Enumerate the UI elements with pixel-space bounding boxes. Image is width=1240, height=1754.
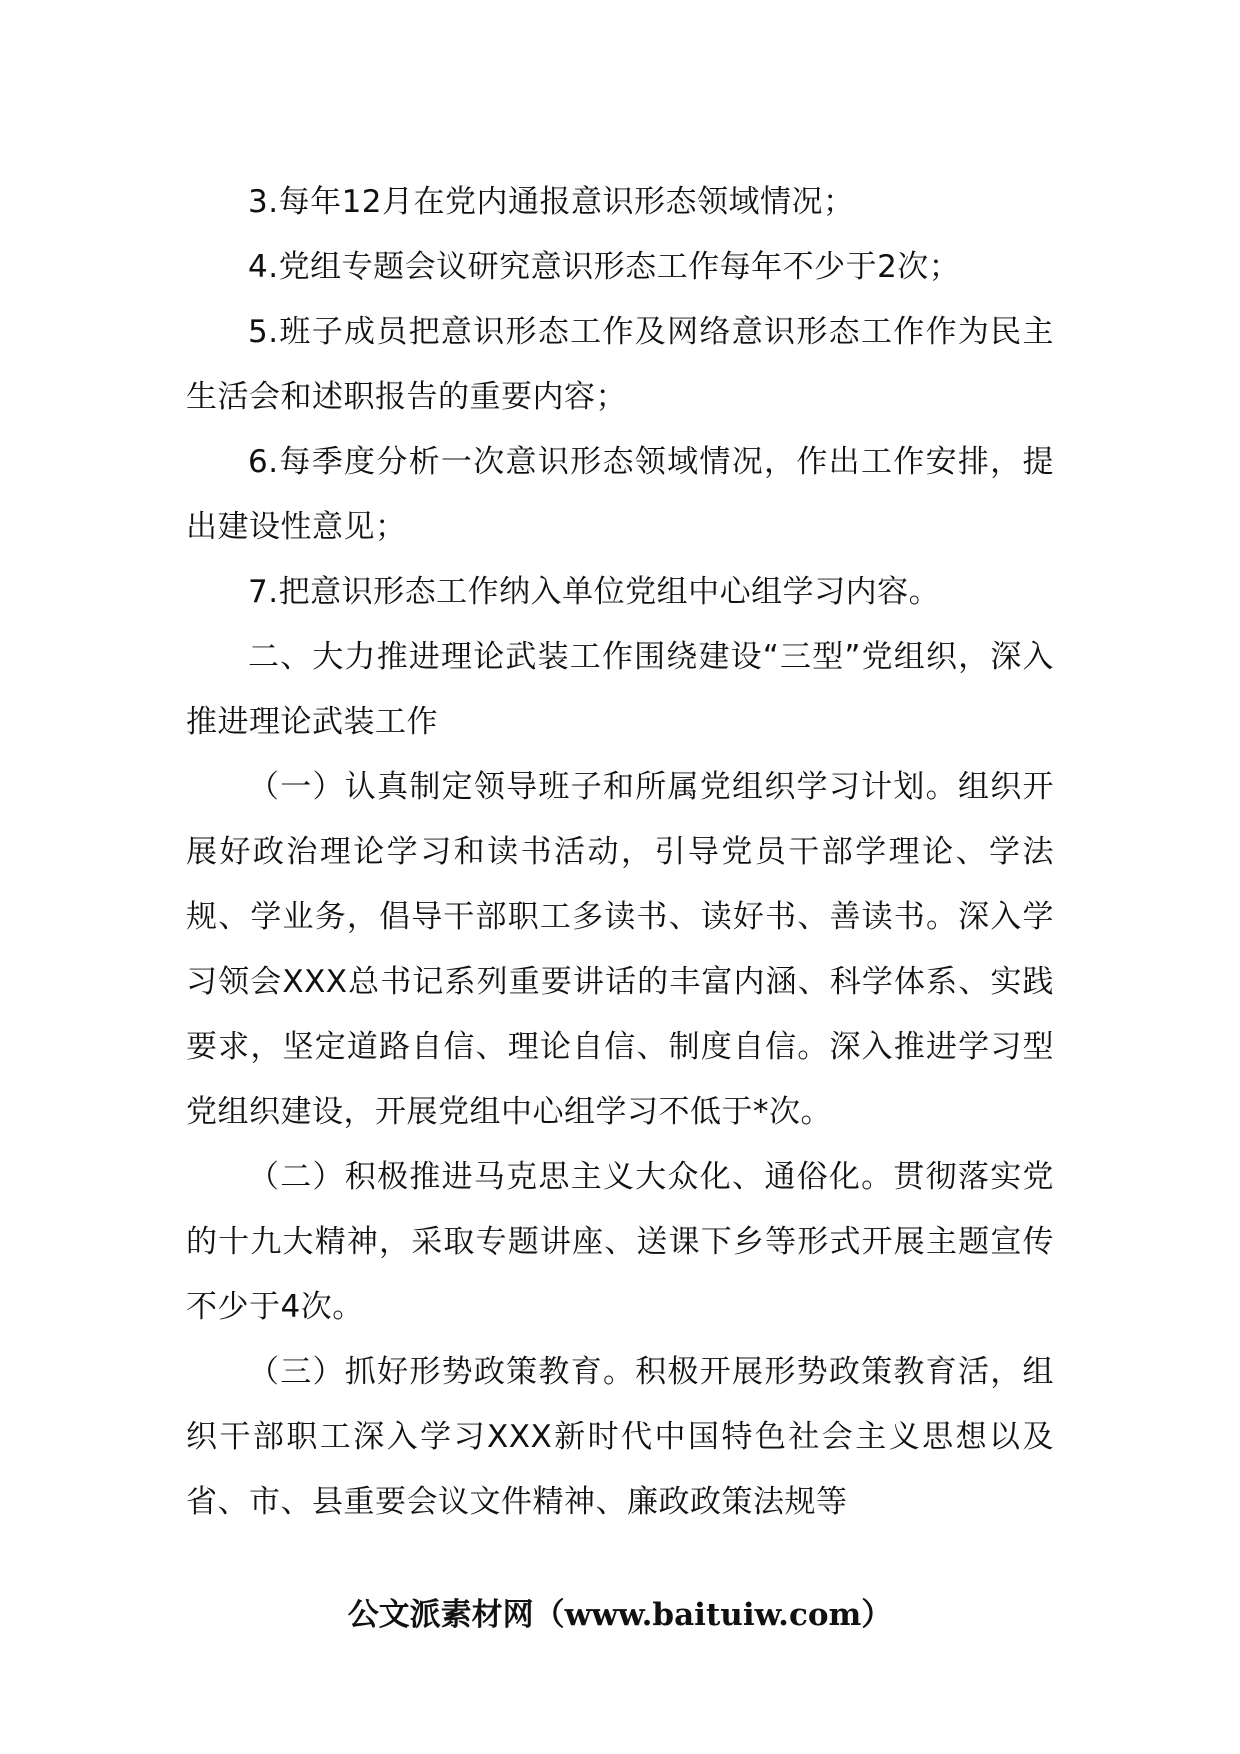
paragraph-item-5: 5.班子成员把意识形态工作及网络意识形态工作作为民主生活会和述职报告的重要内容； bbox=[186, 314, 1054, 415]
paragraph-item-3: 3.每年12月在党内通报意识形态领域情况； bbox=[248, 184, 855, 220]
subsection-2: （二）积极推进马克思主义大众化、通俗化。贯彻落实党的十九大精神，采取专题讲座、送课下乡等形式开展主题宣传不少于4次。 bbox=[186, 1159, 1054, 1325]
paragraph-item-7: 7.把意识形态工作纳入单位党组中心组学习内容。 bbox=[248, 574, 941, 610]
paragraph-item-6: 6.每季度分析一次意识形态领域情况，作出工作安排，提出建设性意见； bbox=[186, 444, 1054, 545]
subsection-3: （三）抓好形势政策教育。积极开展形势政策教育活，组织干部职工深入学习XXX新时代中国特色社会主义思想以及省、市、县重要会议文件精神、廉政政策法规等 bbox=[186, 1354, 1054, 1520]
footer-watermark: 公文派素材网（www.baituiw.com） bbox=[347, 1597, 893, 1633]
document-body bbox=[186, 170, 1054, 1535]
paragraph-item-4: 4.党组专题会议研究意识形态工作每年不少于2次； bbox=[248, 249, 961, 285]
section-heading-2: 二、大力推进理论武装工作围绕建设“三型”党组织，深入推进理论武装工作 bbox=[186, 639, 1054, 740]
subsection-1: （一）认真制定领导班子和所属党组织学习计划。组织开展好政治理论学习和读书活动，引导党员干部学理论、学法规、学业务，倡导干部职工多读书、读好书、善读书。深入学习领会XXX总书记系列重要讲话的丰富内涵、科学体系、实践要求，坚定道路自信、理论自信、制度自信。深入推进学习型党组织建设，开展党组中心组学习不低于*次。 bbox=[186, 769, 1054, 1130]
